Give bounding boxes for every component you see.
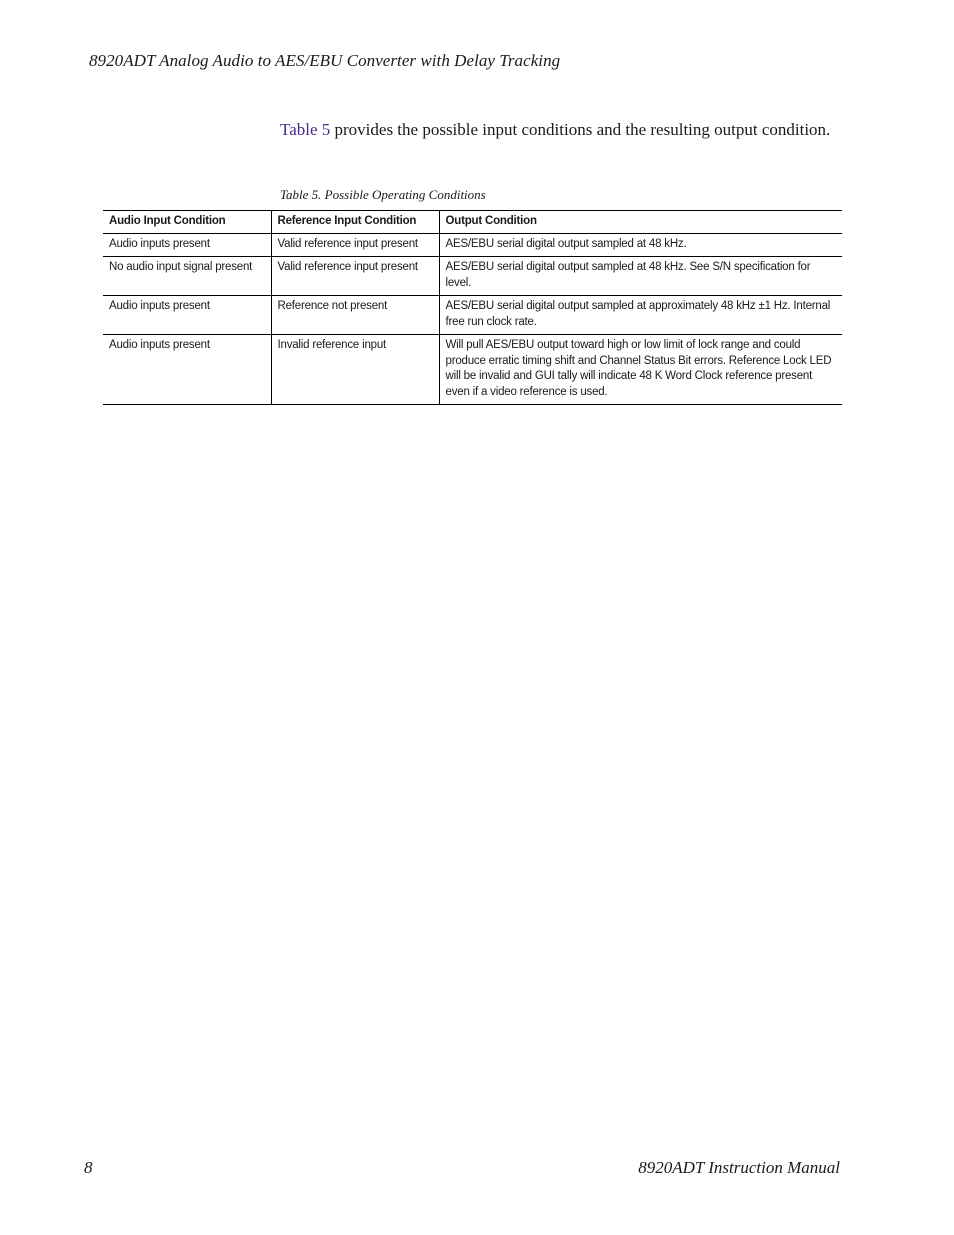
header-audio-input-condition: Audio Input Condition xyxy=(103,211,271,234)
operating-conditions-table xyxy=(103,210,842,405)
cell-output: AES/EBU serial digital output sampled at approximately 48 kHz ±1 Hz. Internal free run clock rate. xyxy=(439,296,842,335)
cell-audio-input: Audio inputs present xyxy=(103,233,271,257)
cell-audio-input: Audio inputs present xyxy=(103,335,271,405)
cell-output: AES/EBU serial digital output sampled at 48 kHz. See S/N specification for level. xyxy=(439,257,842,296)
cell-reference-input: Invalid reference input xyxy=(271,335,439,405)
header-output-condition: Output Condition xyxy=(439,211,842,234)
page-number: 8 xyxy=(84,1158,93,1177)
cell-output: AES/EBU serial digital output sampled at 48 kHz. xyxy=(439,233,842,257)
cell-reference-input: Reference not present xyxy=(271,296,439,335)
manual-title: 8920ADT Instruction Manual xyxy=(638,1158,840,1177)
running-header: 8920ADT Analog Audio to AES/EBU Converter with Delay Tracking xyxy=(89,51,561,70)
intro-text: provides the possible input conditions and the resulting output condition. xyxy=(330,120,831,139)
cell-audio-input: No audio input signal present xyxy=(103,257,271,296)
intro-paragraph xyxy=(280,120,840,140)
table-5-link[interactable]: Table 5 xyxy=(280,120,331,139)
cell-reference-input: Valid reference input present xyxy=(271,233,439,257)
cell-reference-input: Valid reference input present xyxy=(271,257,439,296)
table-row xyxy=(103,233,842,257)
table-header-row xyxy=(103,211,842,234)
cell-audio-input: Audio inputs present xyxy=(103,296,271,335)
table-row xyxy=(103,296,842,335)
header-reference-input-condition: Reference Input Condition xyxy=(271,211,439,234)
cell-output: Will pull AES/EBU output toward high or low limit of lock range and could produce erratic timing shift and Channel Status Bit errors. Reference Lock LED will be invalid and GUI tally will indicate 48 K Word Clock reference present even if a video reference is used. xyxy=(439,335,842,405)
table-caption: Table 5. Possible Operating Conditions xyxy=(280,187,486,202)
table-row xyxy=(103,335,842,405)
table-row xyxy=(103,257,842,296)
